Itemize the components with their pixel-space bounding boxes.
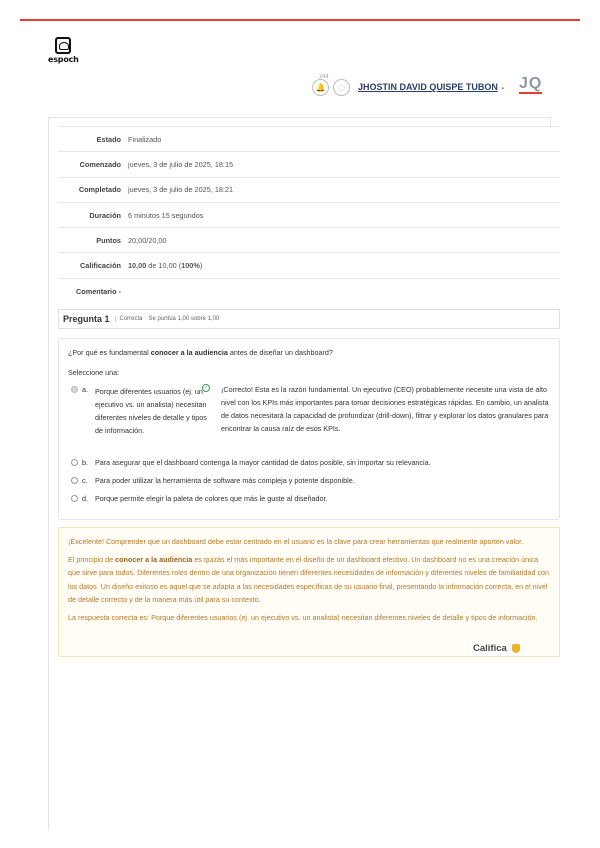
option-letter: a. [82, 385, 88, 394]
answer-option-a[interactable] [71, 385, 207, 437]
option-text: Para poder utilizar la herramienta de software más compleja y potente disponible. [95, 476, 355, 485]
attempt-summary-table [58, 126, 560, 304]
option-text: Porque diferentes usuarios (ej. un ejecutivo vs. un analista) necesitan diferentes niveles de detalle y tipos de información. [95, 387, 207, 435]
option-a-feedback: ¡Correcto! Esta es la razón fundamental. Un ejecutivo (CEO) probablemente necesite una vista de alto nivel con los KPIs más importantes para tomar decisiones estratégicas rápidas. En cambio, un analista de datos necesitará la capacidad de profundizar (drill-down), filtrar y explorar los datos granulares para encontrar la causa raíz de esos KPIs. [221, 385, 549, 433]
correct-answer-text: La respuesta correcta es: Porque diferentes usuarios (ej. un ejecutivo vs. un analista) necesitan diferentes niveles de detalle y tipos de información. [68, 612, 538, 622]
notifications-count: 244 [319, 73, 329, 80]
summary-value: jueves, 3 de julio de 2025, 18:21 [128, 177, 560, 202]
summary-key: Duración [58, 202, 128, 227]
summary-value: 6 minutos 15 segundos [128, 202, 560, 227]
chevron-down-icon[interactable]: ⌄ [499, 83, 506, 91]
top-accent-line [20, 19, 580, 21]
select-prompt: Seleccione una: [68, 368, 120, 377]
summary-key: Comentario - [58, 278, 128, 303]
messages-icon[interactable]: ◌ [333, 79, 350, 96]
answer-option-b[interactable] [71, 458, 431, 467]
option-letter: c. [82, 476, 88, 485]
question-grade: Se puntúa 1,00 sobre 1,00 [148, 316, 220, 322]
radio-c[interactable] [71, 477, 78, 484]
summary-key: Estado [58, 127, 128, 152]
feedback-p2-post: es quizás el más importante en el diseño de un dashboard efectivo. Un dashboard no es una creación única que sirve para todos. Diferentes roles dentro de una organización tienen diferentes necesidades de información y diferentes niveles de familiaridad con los datos. Un diseño exitoso es aquel que se adapta a las necesidades específicas de su usuario final, presentando la información correcta, en el nivel de detalle correcto y de la manera más útil para su contexto. [68, 554, 550, 604]
notifications-icon[interactable]: 244 🔔 [312, 79, 329, 96]
summary-value: jueves, 3 de julio de 2025, 18:15 [128, 152, 560, 177]
summary-key: Completado [58, 177, 128, 202]
summary-key: Puntos [58, 228, 128, 253]
summary-row-duracion [58, 202, 560, 227]
question-content [58, 338, 560, 520]
feedback-p2-bold: conocer a la audiencia [115, 554, 193, 564]
summary-key: Comenzado [58, 152, 128, 177]
question-title: Pregunta 1 [63, 314, 110, 324]
grade-mid: de 10,00 ( [146, 261, 182, 271]
summary-value [128, 253, 560, 278]
answer-option-d[interactable] [71, 494, 328, 503]
content-frame-left [48, 117, 49, 830]
radio-b[interactable] [71, 459, 78, 466]
califica-button[interactable] [470, 641, 523, 656]
summary-key: Calificación [58, 253, 128, 278]
user-menu-name[interactable]: JHOSTIN DAVID QUISPE TUBON [358, 82, 498, 92]
feedback-p2-pre: El principio de [68, 554, 116, 564]
espoch-logo[interactable] [48, 37, 78, 64]
question-text-post: antes de diseñar un dashboard? [227, 348, 333, 357]
summary-value [128, 278, 560, 303]
avatar[interactable]: JQ [519, 75, 543, 92]
answer-option-c[interactable] [71, 476, 355, 485]
feedback-paragraph-1: ¡Excelente! Comprender que un dashboard debe estar centrado en el usuario es la clave para crear herramientas que realmente aporten valor. [68, 537, 524, 546]
summary-row-calificacion [58, 253, 560, 278]
grade-end: ) [199, 261, 203, 271]
option-letter: b. [82, 458, 88, 467]
content-frame-topr [550, 117, 551, 126]
summary-row-estado [58, 127, 560, 152]
feedback-paragraph-2 [68, 553, 550, 607]
correct-check-icon: ✓ [203, 385, 209, 391]
grade-value: 10,00 [128, 261, 147, 271]
content-frame-top [48, 117, 551, 118]
summary-value: Finalizado [128, 127, 560, 152]
general-feedback [58, 527, 560, 657]
radio-d[interactable] [71, 495, 78, 502]
summary-row-comenzado [58, 152, 560, 177]
question-text-pre: ¿Por qué es fundamental [68, 348, 151, 357]
option-text: Para asegurar que el dashboard contenga la mayor cantidad de datos posible, sin importar su relevancia. [95, 458, 431, 467]
hand-icon [512, 644, 520, 653]
radio-a[interactable] [71, 386, 78, 393]
summary-value: 20,00/20,00 [128, 228, 560, 253]
question-header [58, 309, 560, 329]
question-text [68, 348, 333, 357]
user-bar [312, 73, 506, 96]
grade-percent: 100% [181, 261, 200, 271]
summary-row-completado [58, 177, 560, 202]
option-letter: d. [82, 494, 88, 503]
question-state: Correcta [115, 316, 143, 322]
question-text-bold: conocer a la audiencia [150, 348, 228, 357]
summary-row-comentario [58, 278, 560, 303]
espoch-logo-icon [55, 37, 71, 54]
logo-text: espoch [48, 55, 79, 64]
option-text: Porque permite elegir la paleta de colores que más le guste al diseñador. [95, 494, 328, 503]
summary-row-puntos [58, 228, 560, 253]
califica-label: Califica [473, 643, 507, 654]
